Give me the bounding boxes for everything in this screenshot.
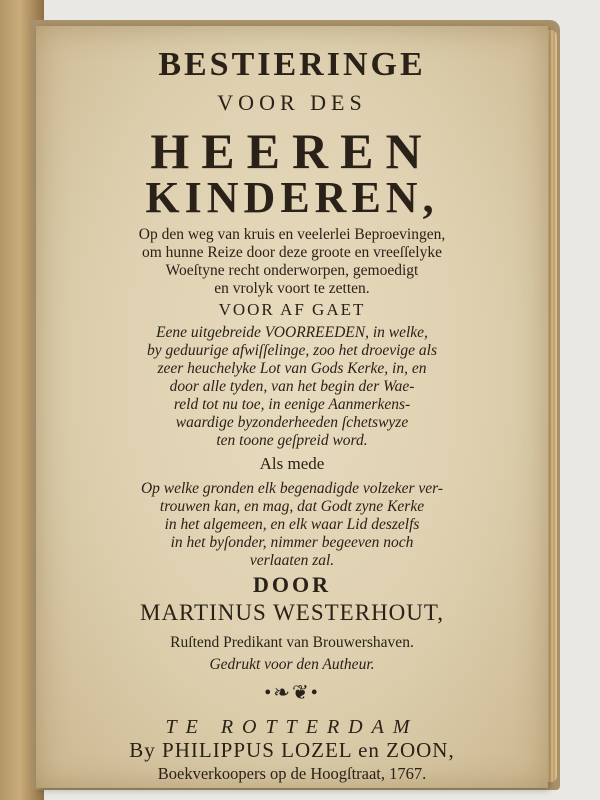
preface-line: door alle tyden, van het begin der Wae- <box>169 378 415 395</box>
preface-line: waardige byzonderheeden ſchetswyze <box>175 414 409 431</box>
author-role: Ruſtend Predikant van Brouwershaven. <box>170 634 414 651</box>
als-mede-line: in het algemeen, en elk waar Lid deszelfs <box>164 516 420 533</box>
title-page <box>36 26 548 788</box>
preface-line: by geduurige afwiſſelinge, zoo het droevige als <box>147 342 437 359</box>
title-line-3: HEEREN <box>150 123 434 179</box>
title-line-2: VOOR DES <box>217 90 367 115</box>
title-line-4: KINDEREN, <box>145 173 439 222</box>
als-mede-line: trouwen kan, en mag, dat Godt zyne Kerke <box>159 498 425 515</box>
preface-line: reld tot nu toe, in eenige Aanmerkens- <box>173 396 411 413</box>
subtitle-line: Woeſtyne recht onderworpen, gemoedigt <box>165 262 419 279</box>
door-label: DOOR <box>253 572 331 597</box>
als-mede-line: in het byſonder, nimmer begeeven noch <box>170 534 414 551</box>
preface-line: zeer heuchelyke Lot van Gods Kerke, in, en <box>157 360 427 377</box>
subtitle-line: Op den weg van kruis en veelerlei Beproevingen, <box>138 226 446 243</box>
imprint-address: Boekverkoopers op de Hoogſtraat, 1767. <box>157 764 427 783</box>
imprint-printer: By PHILIPPUS LOZEL en ZOON, <box>129 738 455 762</box>
author-name: MARTINUS WESTERHOUT, <box>140 600 444 625</box>
title-line-1: BESTIERINGE <box>158 46 426 83</box>
subtitle-line: en vrolyk voort te zetten. <box>214 280 370 297</box>
preface-line: ten toone geſpreid word. <box>216 432 368 449</box>
printed-for-author: Gedrukt voor den Autheur. <box>209 656 375 673</box>
subtitle-line: om hunne Reize door deze groote en vreeſſelyke <box>142 244 442 261</box>
imprint-city: TE ROTTERDAM <box>165 716 419 738</box>
section-heading-als-mede: Als mede <box>259 454 325 473</box>
section-heading-voor-af-gaet: VOOR AF GAET <box>218 300 366 319</box>
als-mede-line: Op welke gronden elk begenadigde volzeker ver- <box>140 480 444 497</box>
preface-line: Eene uitgebreide VOORREEDEN, in welke, <box>156 324 428 341</box>
printers-ornament: •❧❦• <box>264 682 320 704</box>
als-mede-line: verlaaten zal. <box>249 552 335 569</box>
